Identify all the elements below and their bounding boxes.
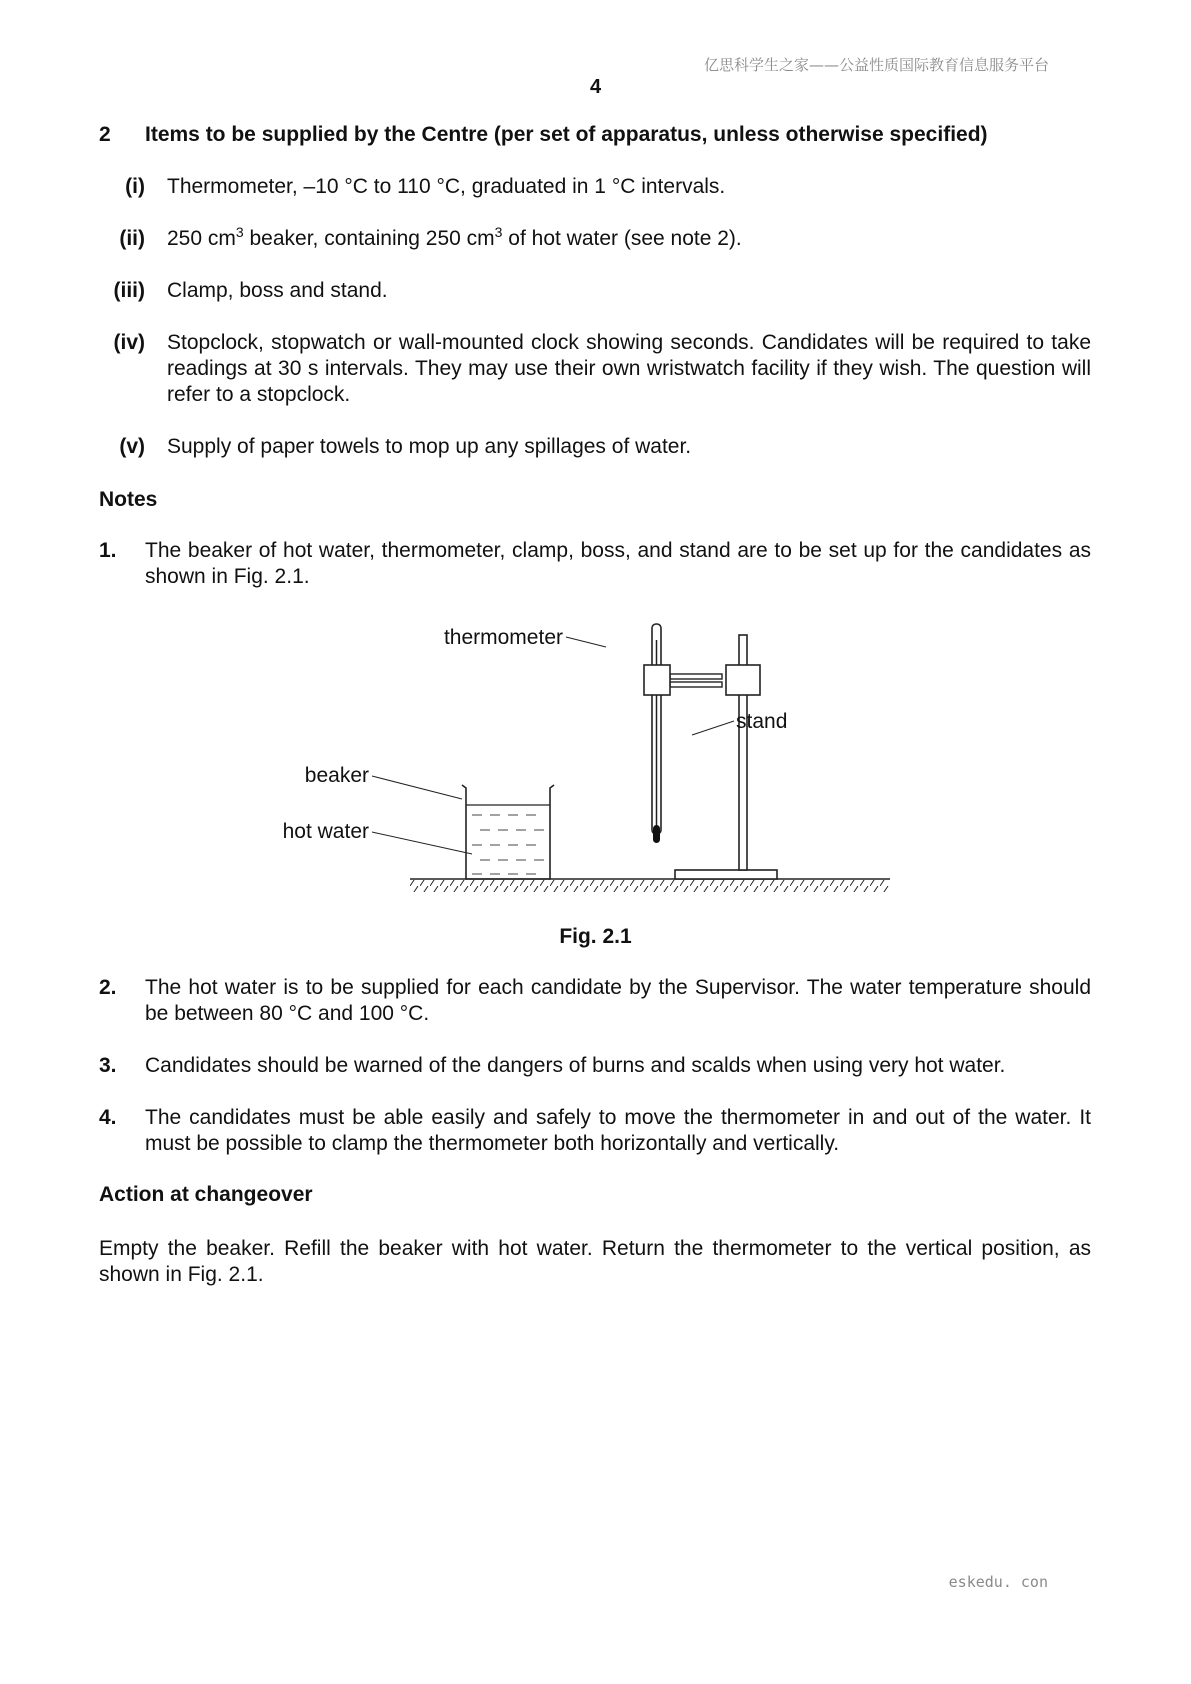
item-label: (i) bbox=[125, 175, 145, 198]
section-title: Items to be supplied by the Centre (per set of apparatus, unless otherwise specified) bbox=[145, 123, 988, 146]
clamp bbox=[670, 665, 760, 695]
beaker bbox=[462, 785, 554, 879]
note-text: The hot water is to be supplied for each candidate by the Supervisor. The water temperature should be between 80 °C and 100 °C. bbox=[145, 976, 1091, 1025]
changeover-text: Empty the beaker. Refill the beaker with hot water. Return the thermometer to the vertical position, as shown in Fig. 2.1. bbox=[99, 1237, 1091, 1286]
note-text: Candidates should be warned of the dangers of burns and scalds when using very hot water. bbox=[145, 1054, 1006, 1077]
leader-lines bbox=[372, 637, 734, 854]
thermometer bbox=[644, 624, 670, 843]
item-text: Stopclock, stopwatch or wall-mounted clock showing seconds. Candidates will be required to take readings at 30 s intervals. They may use their own wristwatch facility if they wish. The question will refer to a stopclock. bbox=[167, 331, 1091, 406]
hot-water-label: hot water bbox=[282, 820, 369, 843]
section-number: 2 bbox=[99, 123, 111, 146]
item-i bbox=[99, 174, 1091, 200]
item-text: Supply of paper towels to mop up any spillages of water. bbox=[167, 435, 692, 458]
note-4 bbox=[99, 1105, 1091, 1157]
note-text: The beaker of hot water, thermometer, clamp, boss, and stand are to be set up for the candidates as shown in Fig. 2.1. bbox=[145, 539, 1091, 588]
note-label: 1. bbox=[99, 539, 117, 562]
item-v bbox=[99, 434, 1091, 460]
note-2 bbox=[99, 975, 1091, 1027]
page-number: 4 bbox=[589, 76, 602, 98]
superscript: 3 bbox=[235, 224, 244, 240]
item-label: (iii) bbox=[113, 279, 145, 302]
notes-heading: Notes bbox=[99, 488, 158, 511]
item-label: (v) bbox=[119, 435, 145, 458]
item-text bbox=[167, 226, 1091, 252]
item-text: Thermometer, –10 °C to 110 °C, graduated in 1 °C intervals. bbox=[167, 175, 726, 198]
note-3 bbox=[99, 1053, 1091, 1079]
item-text-part: beaker, containing 250 cm bbox=[243, 227, 495, 250]
item-ii bbox=[99, 226, 1091, 252]
note-text: The candidates must be able easily and safely to move the thermometer in and out of the water. It must be possible to clamp the thermometer both horizontally and vertically. bbox=[145, 1106, 1091, 1155]
item-iii bbox=[99, 278, 1091, 304]
item-label: (iv) bbox=[113, 331, 145, 354]
watermark-bottom: eskedu. con bbox=[948, 1573, 1048, 1591]
item-label: (ii) bbox=[119, 227, 145, 250]
changeover-heading: Action at changeover bbox=[99, 1183, 313, 1206]
apparatus-diagram bbox=[280, 610, 920, 910]
watermark-top: 亿思科学生之家——公益性质国际教育信息服务平台 bbox=[703, 56, 1049, 74]
beaker-label: beaker bbox=[304, 764, 369, 787]
ground bbox=[410, 879, 890, 892]
stand-label: stand bbox=[736, 710, 788, 733]
figure-caption: Fig. 2.1 bbox=[559, 925, 632, 948]
note-label: 2. bbox=[99, 976, 117, 999]
item-iv bbox=[99, 330, 1091, 408]
section-heading bbox=[99, 123, 988, 147]
superscript: 3 bbox=[494, 224, 503, 240]
note-label: 4. bbox=[99, 1106, 117, 1129]
item-text-part: 250 cm bbox=[167, 227, 236, 250]
item-text: Clamp, boss and stand. bbox=[167, 279, 388, 302]
note-1 bbox=[99, 538, 1091, 590]
thermometer-label: thermometer bbox=[443, 626, 563, 649]
note-label: 3. bbox=[99, 1054, 117, 1077]
item-text-part: of hot water (see note 2). bbox=[502, 227, 742, 250]
